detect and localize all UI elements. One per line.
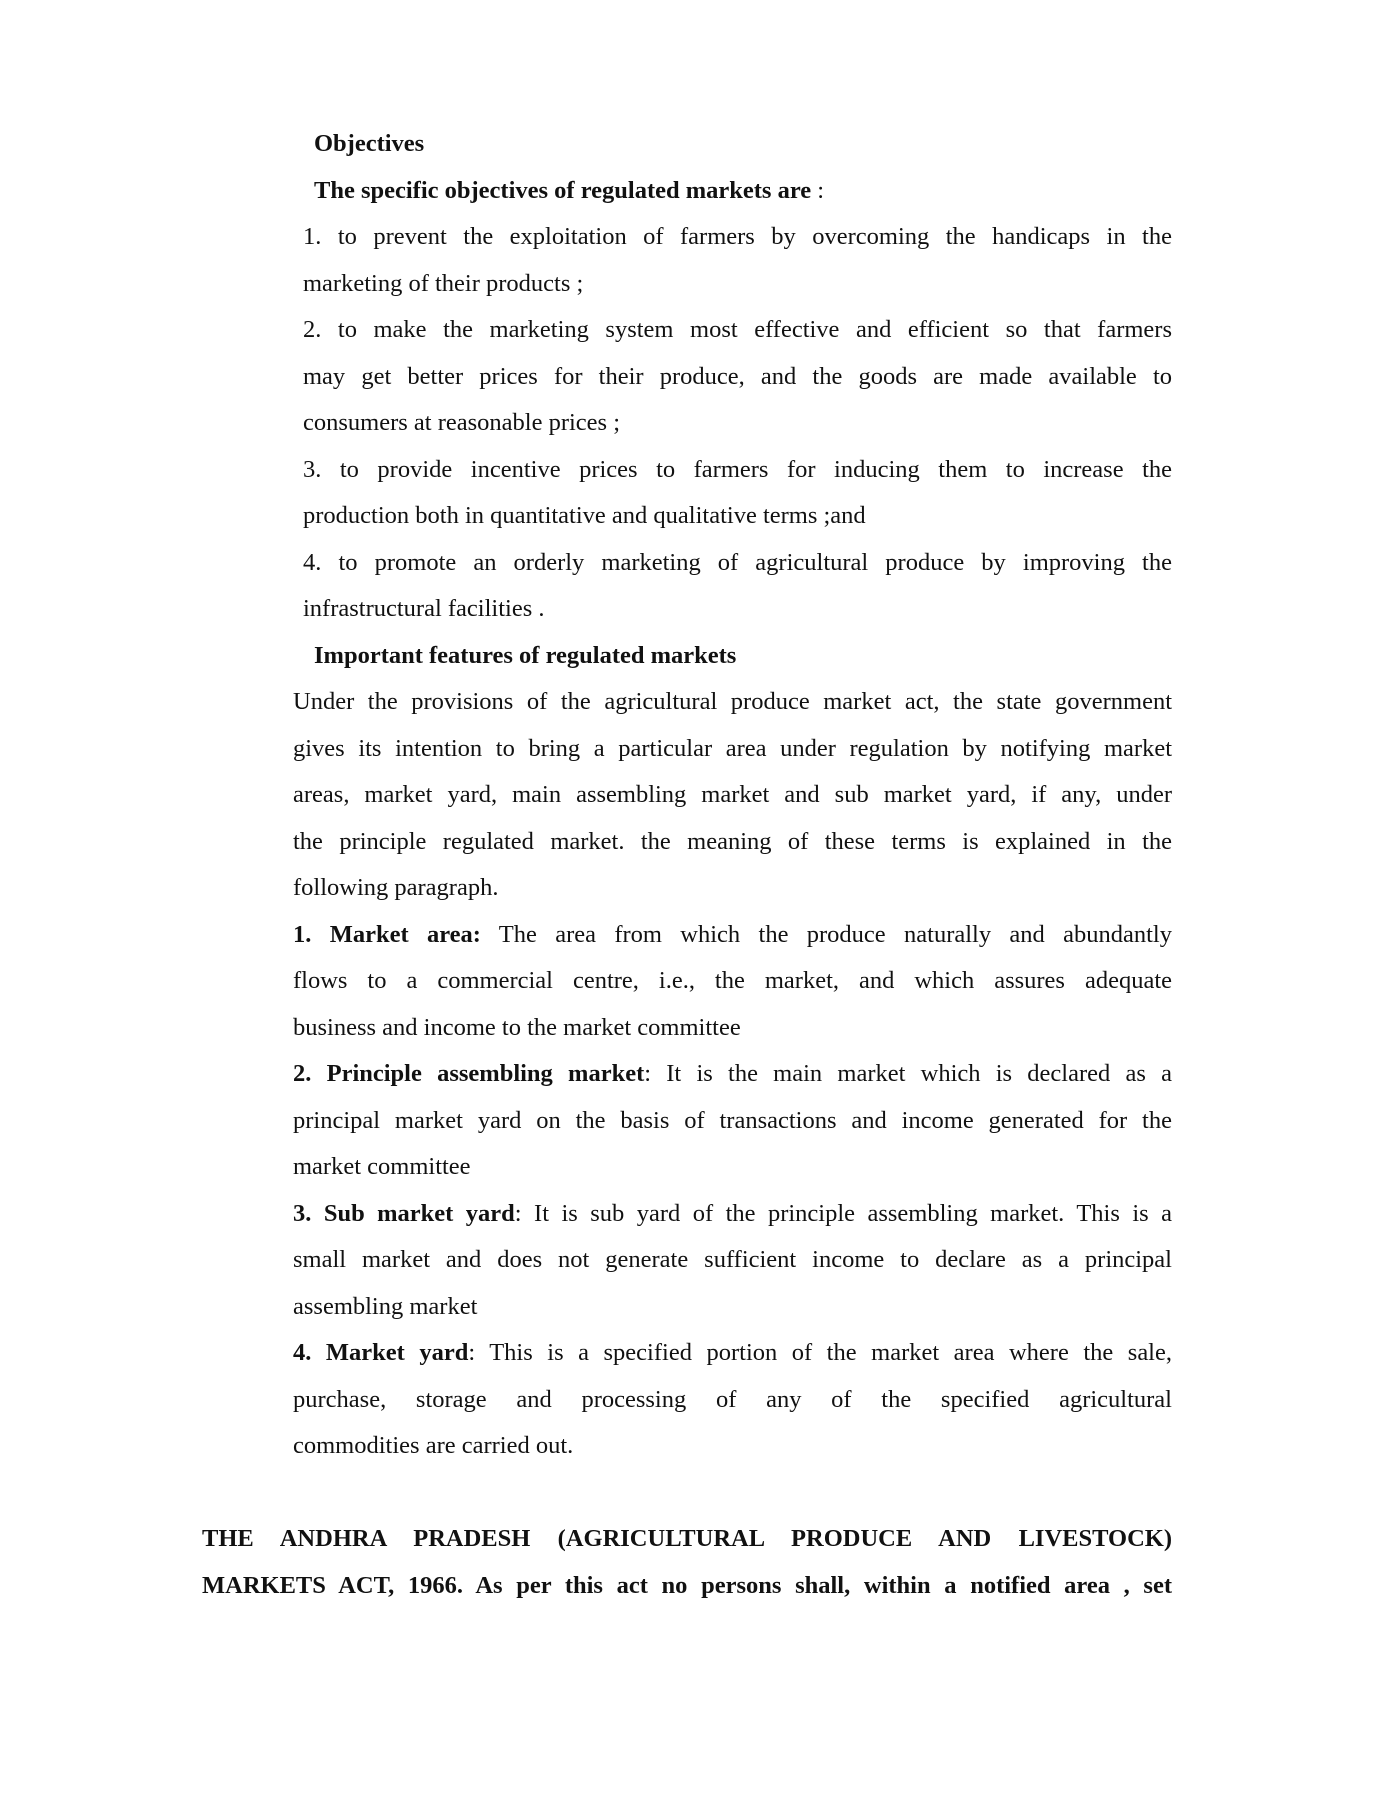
bold-text: 2. Principle assembling market bbox=[293, 1060, 645, 1087]
text-line bbox=[293, 1284, 1172, 1331]
text-line bbox=[293, 865, 1172, 912]
text-line bbox=[303, 400, 1172, 447]
body-text: small market and does not generate sufficient income to declare as a principal bbox=[293, 1246, 1172, 1273]
bold-text: The specific objectives of regulated markets are bbox=[314, 176, 812, 204]
body-text: the principle regulated market. the meaning of these terms is explained in the bbox=[293, 827, 1172, 855]
body-text: production both in quantitative and qualitative terms ;and bbox=[303, 502, 866, 529]
text-line bbox=[303, 447, 1172, 494]
body-text: The area from which the produce naturally and abundantly bbox=[480, 920, 1172, 948]
body-text: following paragraph. bbox=[293, 874, 499, 901]
text-line bbox=[293, 1237, 1172, 1284]
text-line bbox=[303, 540, 1172, 587]
text-line bbox=[293, 772, 1172, 819]
body-text: business and income to the market committee bbox=[293, 1013, 741, 1041]
body-text: infrastructural facilities . bbox=[303, 595, 545, 622]
text-line bbox=[293, 958, 1172, 1005]
text-line bbox=[293, 726, 1172, 773]
body-text: assembling market bbox=[293, 1292, 478, 1320]
body-text: consumers at reasonable prices ; bbox=[303, 409, 621, 436]
text-line bbox=[293, 1423, 1172, 1470]
body-text: 2. to make the marketing system most effective and efficient so that farmers bbox=[303, 316, 1172, 343]
body-text: gives its intention to bring a particular area under regulation by notifying market bbox=[293, 734, 1172, 762]
bold-text: Objectives bbox=[314, 130, 425, 157]
bold-text: 3. Sub market yard bbox=[293, 1199, 515, 1227]
text-line bbox=[303, 307, 1172, 354]
text-line bbox=[202, 1563, 1172, 1610]
text-line bbox=[303, 261, 1172, 308]
text-line bbox=[303, 493, 1172, 540]
body-text: purchase, storage and processing of any of the specified agricultural bbox=[293, 1385, 1172, 1413]
text-line bbox=[293, 679, 1172, 726]
text-line bbox=[293, 1098, 1172, 1145]
text-line bbox=[303, 586, 1172, 633]
body-text: commodities are carried out. bbox=[293, 1432, 574, 1459]
body-text: market committee bbox=[293, 1153, 471, 1180]
text-line bbox=[314, 168, 1172, 215]
text-line bbox=[303, 354, 1172, 401]
bold-text: 4. Market yard bbox=[293, 1339, 469, 1366]
body-text: flows to a commercial centre, i.e., the market, and which assures adequate bbox=[293, 967, 1172, 994]
bold-text: MARKETS ACT, 1966. As per this act no persons shall, within a notified area , set bbox=[202, 1571, 1172, 1599]
bold-text: THE ANDHRA PRADESH (AGRICULTURAL PRODUCE AND LIVESTOCK) bbox=[202, 1525, 1172, 1552]
body-text: marketing of their products ; bbox=[303, 269, 584, 297]
text-line bbox=[293, 912, 1172, 959]
body-text: 3. to provide incentive prices to farmers for inducing them to increase the bbox=[303, 455, 1172, 483]
text-line bbox=[293, 1051, 1172, 1098]
body-text: Under the provisions of the agricultural produce market act, the state government bbox=[293, 688, 1172, 715]
text-line bbox=[293, 819, 1172, 866]
text-line bbox=[293, 1377, 1172, 1424]
text-line bbox=[314, 633, 1172, 680]
body-text: : It is sub yard of the principle assembling market. This is a bbox=[514, 1199, 1172, 1227]
text-line bbox=[314, 121, 1172, 168]
bold-text: Important features of regulated markets bbox=[314, 641, 737, 669]
text-line bbox=[202, 1516, 1172, 1563]
bold-text: 1. Market area: bbox=[293, 920, 481, 948]
text-line bbox=[303, 214, 1172, 261]
text-line bbox=[293, 1330, 1172, 1377]
body-text: may get better prices for their produce, and the goods are made available to bbox=[303, 362, 1172, 390]
body-text: : It is the main market which is declared as a bbox=[644, 1060, 1172, 1087]
body-text: principal market yard on the basis of transactions and income generated for the bbox=[293, 1106, 1172, 1134]
text-line bbox=[293, 1005, 1172, 1052]
body-text: : This is a specified portion of the market area where the sale, bbox=[468, 1339, 1172, 1366]
body-text: areas, market yard, main assembling market and sub market yard, if any, under bbox=[293, 781, 1172, 808]
text-line bbox=[293, 1144, 1172, 1191]
text-line bbox=[293, 1191, 1172, 1238]
body-text: : bbox=[811, 176, 825, 204]
body-text: 1. to prevent the exploitation of farmers by overcoming the handicaps in the bbox=[303, 223, 1172, 250]
body-text: 4. to promote an orderly marketing of agricultural produce by improving the bbox=[303, 548, 1172, 576]
